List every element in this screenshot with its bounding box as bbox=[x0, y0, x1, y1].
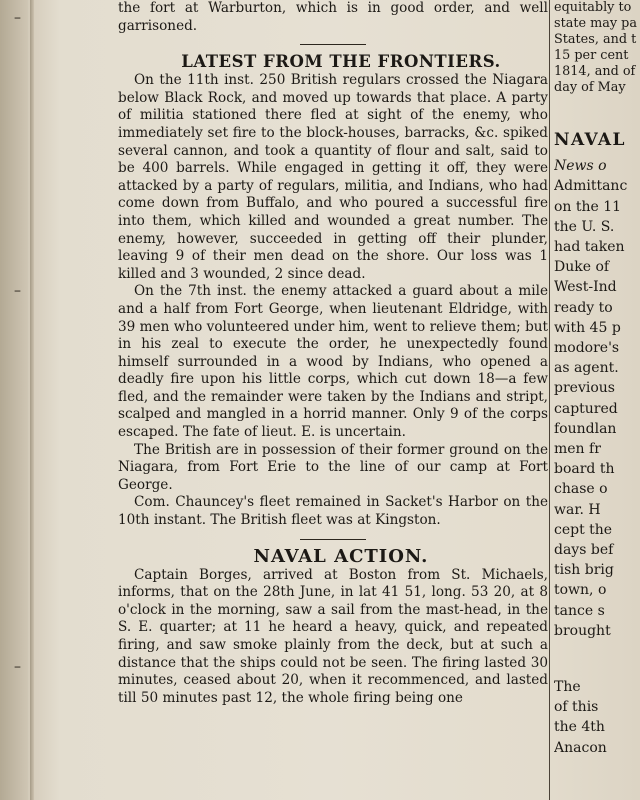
stitch-mark: – bbox=[14, 10, 21, 26]
text-line: chase o bbox=[554, 481, 608, 498]
text-line: The bbox=[554, 679, 581, 696]
stitch-mark: – bbox=[14, 283, 21, 299]
right-column-text bbox=[554, 176, 640, 641]
text-line: Duke of bbox=[554, 259, 610, 276]
right-column-top bbox=[554, 0, 640, 96]
right-headline: NAVAL bbox=[554, 130, 627, 150]
text-line: previous bbox=[554, 380, 615, 397]
paragraph: On the 11th inst. 250 British regulars crossed the Niagara below Black Rock, and moved up towards that place. A party of militia stationed there fled at sight of the enemy, who immediately set fire to the block-houses, barracks, &c. spiked several cannon, and took a quantity of flour and salt, said to be 400 barrels. While engaged in getting it off, they were attacked by a party of regulars, militia, and Indians, who had come down from Buffalo, and who poured a successful fire into them, which killed and wounded a great number. The enemy, however, succeeded in getting off their plunder, leaving 9 of their men dead on the shore. Our loss was 1 killed and 3 wounded, 2 since dead. bbox=[118, 72, 548, 282]
section-rule bbox=[300, 539, 366, 540]
text-line: the U. S. bbox=[554, 218, 615, 235]
text-line: Anacon bbox=[554, 739, 607, 756]
paragraph: The British are in possession of their former ground on the Niagara, from Fort Erie to the line of our camp at Fort George. bbox=[118, 441, 548, 493]
text-line: had taken bbox=[554, 239, 625, 256]
text-line: West-Ind bbox=[554, 279, 617, 296]
text-line: men fr bbox=[554, 441, 601, 458]
text-line: cept the bbox=[554, 521, 613, 538]
text-line: war. H bbox=[554, 501, 601, 518]
text-line: foundlan bbox=[554, 420, 617, 437]
text-line: on the 11 bbox=[554, 198, 622, 215]
paragraph: Captain Borges, arrived at Boston from St. Michaels, informs, that on the 28th June, in lat 41 51, long. 53 20, at 8 o'clock in the morning, saw a sail from the mast-head, in the S. E. quarter; at 11 he heard a heavy, quick, and repeated firing, and saw smoke plainly from the deck, but at such a distance that the ships could not be seen. The firing lasted 30 minutes, ceased about 20, when it recommenced, and lasted till 50 minutes past 12, the whole firing being one bbox=[118, 566, 548, 706]
text-line: modore's bbox=[554, 340, 620, 357]
text-line: day of May bbox=[554, 80, 626, 95]
headline-naval-action: NAVAL ACTION. bbox=[253, 545, 429, 567]
text-line: tish brig bbox=[554, 562, 614, 579]
text-line: of this bbox=[554, 699, 599, 716]
paragraph: On the 7th inst. the enemy attacked a guard about a mile and a half from Fort George, when lieutenant Eldridge, with 39 men who volunteered under him, went to relieve them; but in his zeal to execute the order, he unexpectedly found himself surrounded in a wood by Indians, who opened a deadly fire upon his little corps, which cut down 18—a few fled, and the remainder were taken by the Indians and stript, scalped and mangled in a horrid manner. Only 9 of the corps escaped. The fate of lieut. E. is uncertain. bbox=[118, 283, 548, 441]
text-line: the 4th bbox=[554, 719, 605, 736]
text-line: ready to bbox=[554, 299, 613, 316]
text-line: States, and t bbox=[554, 32, 637, 47]
text-line: as agent. bbox=[554, 360, 619, 377]
binding-margin bbox=[0, 0, 28, 800]
paragraph: Com. Chauncey's fleet remained in Sacket's Harbor on the 10th instant. The British fleet was at Kingston. bbox=[118, 494, 548, 529]
section-rule bbox=[300, 44, 366, 45]
text-line: town, o bbox=[554, 582, 607, 599]
text-line: Admittanc bbox=[554, 178, 628, 195]
main-column bbox=[118, 0, 548, 800]
stitch-mark: – bbox=[14, 659, 21, 675]
text-line: state may pa bbox=[554, 16, 638, 31]
text-line: equitably to bbox=[554, 0, 632, 15]
text-line: board th bbox=[554, 461, 615, 478]
text-line: with 45 p bbox=[554, 319, 621, 336]
text-line: brought bbox=[554, 622, 611, 639]
right-column-text bbox=[554, 677, 640, 758]
column-rule bbox=[549, 0, 550, 800]
text-line: 15 per cent bbox=[554, 48, 629, 63]
text-line: 1814, and of bbox=[554, 64, 636, 79]
text-line: days bef bbox=[554, 542, 614, 559]
right-subhead: News o bbox=[554, 158, 607, 175]
right-column bbox=[554, 0, 640, 800]
text-line: captured bbox=[554, 400, 618, 417]
headline-frontiers: LATEST FROM THE FRONTIERS. bbox=[181, 52, 501, 72]
article-continuation: the fort at Warburton, which is in good order, and well garrisoned. bbox=[118, 0, 548, 34]
text-line: tance s bbox=[554, 602, 605, 619]
page-fold bbox=[30, 0, 34, 800]
